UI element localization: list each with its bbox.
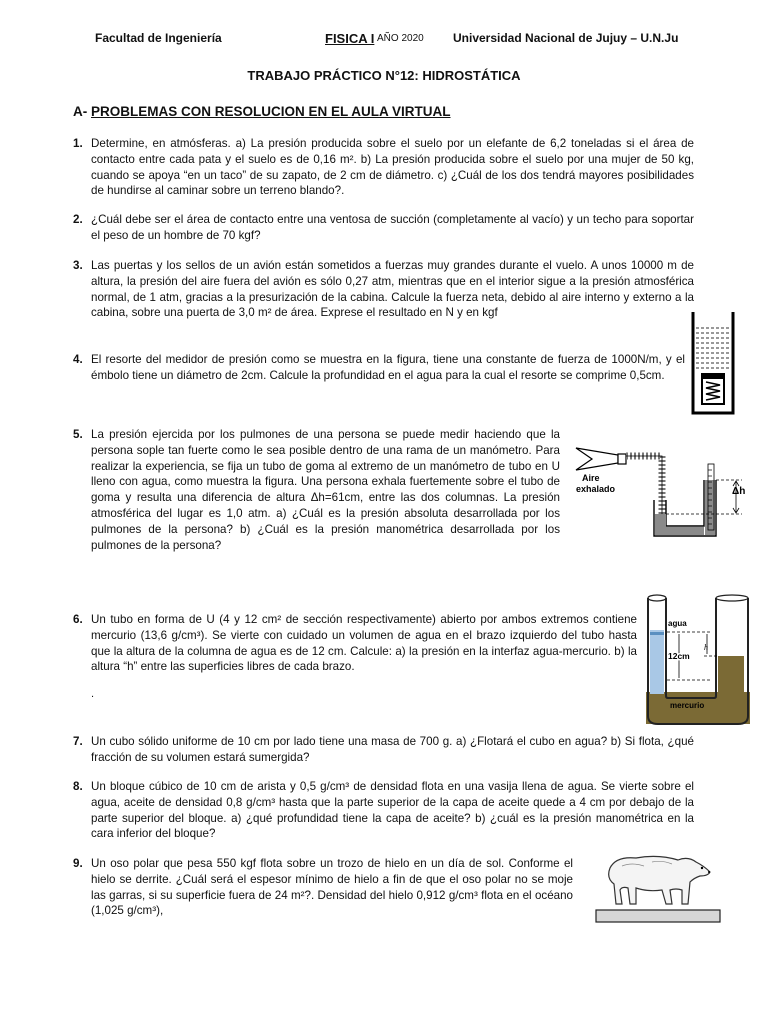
problem-2-number: 2. bbox=[73, 213, 83, 226]
problem-9-number: 9. bbox=[73, 857, 83, 870]
problem-3-number: 3. bbox=[73, 259, 83, 272]
problem-6-number: 6. bbox=[73, 613, 83, 626]
problem-8-text: Un bloque cúbico de 10 cm de arista y 0,5 g/cm³ de densidad flota en una vasija llena de agua. Se vierte sobre el agua, aceite de densidad 0,8 g/cm³ hasta que la parte superior de la capa de aceite quede a 4 cm por debajo de la parte superior del bloque. a) ¿qué profundidad tiene la capa de aceite? b) ¿cuál es la presión manométrica en la cara inferior del bloque? bbox=[91, 780, 694, 841]
problem-9-text: Un oso polar que pesa 550 kgf flota sobre un trozo de hielo en un día de sol. Conforme el hielo se derrite. ¿Cuál será el espesor mínimo de hielo a fin de que el oso polar no se moje las garras, si su superficie fuera de 24 m²?. Densidad del hielo 0,912 g/cm³ flota en el océano (1,025 g/cm³), bbox=[91, 857, 573, 918]
problem-7-text: Un cubo sólido uniforme de 10 cm por lado tiene una masa de 700 g. a) ¿Flotará el cubo en agua? b) Si flota, ¿qué fracción de su volumen estará sumergida? bbox=[91, 735, 694, 764]
problem-3-text: Las puertas y los sellos de un avión están sometidos a fuerzas muy grandes durante el vuelo. A unos 10000 m de altura, la presión del aire fuera del avión es sólo 0,27 atm, mientras que en el interior sigue a la presión atmosférica normal, de 1 atm, gracias a la presurización de la cabina. Calcule la fuerza neta, debido al aire interno y externo a la cabina, sobre una puerta de 3,0 m² de área. Exprese el resultado en N y en kgf bbox=[91, 259, 694, 320]
delta-h-label: Δh bbox=[732, 486, 746, 497]
air-label-line1: Aire bbox=[582, 473, 600, 483]
polar-bear-figure bbox=[592, 846, 724, 926]
course-year: AÑO 2020 bbox=[377, 33, 424, 44]
h-label: h bbox=[704, 643, 708, 652]
pressure-gauge-figure bbox=[688, 310, 738, 416]
problem-4-text: El resorte del medidor de presión como se muestra en la figura, tiene una constante de fuerza de 1000N/m, y el émbolo tiene un diámetro de 2cm. Calcule la profundidad en el agua para la cual el resorte se comprime 0,5cm. bbox=[91, 353, 685, 382]
section-heading bbox=[73, 104, 451, 119]
page-title: TRABAJO PRÁCTICO N°12: HIDROSTÁTICA bbox=[247, 68, 521, 83]
problem-4-number: 4. bbox=[73, 353, 83, 366]
height-12cm-label: 12cm bbox=[668, 651, 690, 661]
problem-6-text: Un tubo en forma de U (4 y 12 cm² de sección respectivamente) abierto por ambos extremos contiene mercurio (13,6 g/cm³). Se vierte con cuidado un volumen de agua en el brazo izquierdo del tubo hasta que la altura de la columna de agua es de 12 cm. Calcule: a) la presión en la interfaz agua-mercurio. b) la altura “h” entre las superficies libres de cada brazo. bbox=[91, 613, 637, 674]
university-name: Universidad Nacional de Jujuy – U.N.Ju bbox=[453, 31, 679, 45]
air-label-line2: exhalado bbox=[576, 484, 616, 494]
problem-5-number: 5. bbox=[73, 428, 83, 441]
page-header bbox=[0, 31, 768, 49]
faculty-name: Facultad de Ingeniería bbox=[95, 31, 222, 45]
problem-1-text: Determine, en atmósferas. a) La presión producida sobre el suelo por un elefante de 6,2 toneladas si el área de contacto entre cada pata y el suelo es de 0,16 m². b) La presión producida sobre el suelo por una mujer de 50 kg, cuando se apoya “en un taco” de su zapato, de 2 cm de diámetro. c) ¿Cuál de los dos tendrá mayores posibilidades de hundirse al caminar sobre un terreno blando?. bbox=[91, 137, 694, 198]
u-tube-water-mercury-figure bbox=[644, 588, 754, 728]
problem-8-number: 8. bbox=[73, 780, 83, 793]
problem-5-text: La presión ejercida por los pulmones de una persona se puede medir haciendo que la persona sople tan fuerte como le sea posible dentro de una rama de un manómetro. Para realizar la experiencia, se fija un tubo de goma al extremo de un manómetro de tubo en U lleno con agua, como muestra la figura. Una persona exhala fuertemente sobre el tubo de goma y resulta una diferencia de altura Δh=61cm, entre las dos columnas. La presión atmosférica del lugar es 1,0 atm. a) ¿Cuál es la presión absoluta desarrollada por los pulmones de la persona? b) ¿Cuál es la presión manométrica desarrollada por los pulmones de la persona? bbox=[91, 428, 560, 552]
problem-7-number: 7. bbox=[73, 735, 83, 748]
u-tube-manometer-figure bbox=[570, 440, 760, 540]
water-label: agua bbox=[668, 619, 687, 628]
mercury-label: mercurio bbox=[670, 701, 705, 710]
section-prefix: A- bbox=[73, 104, 91, 119]
section-label: PROBLEMAS CON RESOLUCION EN EL AULA VIRTUAL bbox=[91, 104, 451, 119]
problem-2-text: ¿Cuál debe ser el área de contacto entre una ventosa de succión (completamente al vacío) y un techo para soportar el peso de un hombre de 70 kgf? bbox=[91, 213, 694, 242]
problem-1-number: 1. bbox=[73, 137, 83, 150]
course-name: FISICA I bbox=[325, 31, 375, 46]
stray-mark: . bbox=[91, 688, 95, 700]
